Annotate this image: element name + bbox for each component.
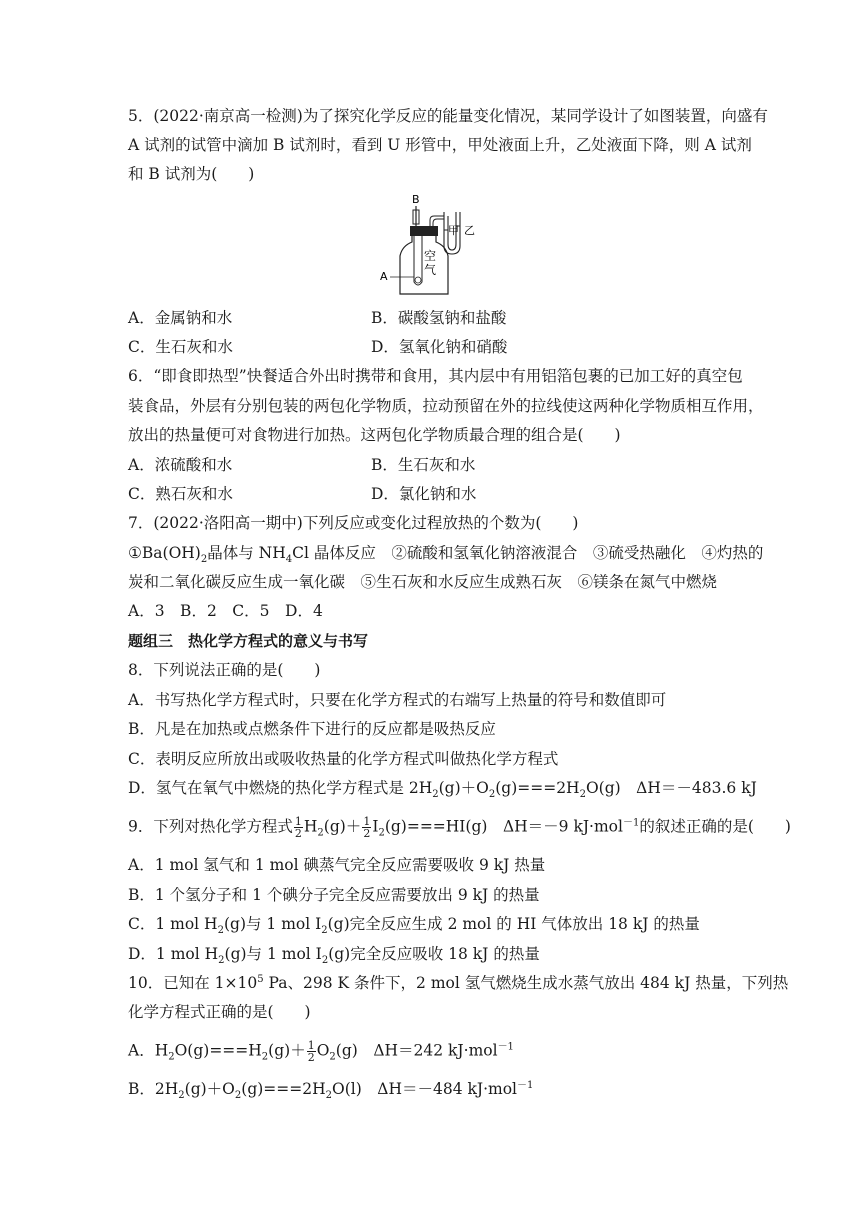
q6-stem-line3: 放出的热量便可对食物进行加热。这两包化学物质最合理的组合是( ): [128, 426, 621, 444]
q9-option-c: C．1 mol $H_2(g)$与 1 mol $I_2(g)$完全反应生成 2 mol 的 HI 气体放出 18 kJ 的热量: [128, 915, 700, 937]
q7-stem: 7．(2022·洛阳高一期中)下列反应或变化过程放热的个数为( ): [128, 514, 579, 532]
q5-option-d: D．氢氧化钠和硝酸: [371, 338, 508, 356]
q9-option-d: D．1 mol $H_2(g)$与 1 mol $I_2(g)$完全反应吸收 18 kJ 的热量: [128, 945, 540, 967]
q10-option-a: A．$H_2O(g)===H_2(g)+$ $\frac{1}{2}$ $O_2(g)$ ΔH＝242 kJ·mol$^{-1}$: [128, 1039, 514, 1064]
q10-stem-line1: 10．已知在 $1\times 10^5$ Pa、298 K 条件下，2 mol 氢气燃烧生成水蒸气放出 484 kJ 热量，下列热: [128, 973, 789, 992]
group3-title: 题组三 热化学方程式的意义与书写: [128, 632, 369, 650]
figure-label-a: A: [380, 270, 388, 283]
q7-items-line2: 炭和二氧化碳反应生成一氧化碳 ⑤生石灰和水反应生成熟石灰 ⑥镁条在氮气中燃烧: [128, 573, 718, 591]
q8-option-b: B．凡是在加热或点燃条件下进行的反应都是吸热反应: [128, 720, 496, 738]
q7-items-line1: $①Ba(OH)_2$晶体与 $NH_4Cl$ 晶体反应 ②硫酸和氢氧化钠溶液混合 ③硫受热融化 ④灼热的: [128, 544, 764, 566]
figure-label-yi: 乙: [464, 224, 475, 237]
q9-stem: 9．下列对热化学方程式 $\frac{1}{2}$ $H_2(g)+$ $\frac{1}{2}$ $I_2(g)===HI(g)$ ΔH＝－9 kJ·mol$^{-1}$的叙述正确的是( ): [128, 815, 791, 840]
q9-option-b: B．1 个氢分子和 1 个碘分子完全反应需要放出 9 kJ 的热量: [128, 886, 540, 904]
q6-option-c: C．熟石灰和水: [128, 485, 233, 503]
figure-label-qi: 气: [424, 263, 437, 277]
q10-fraction: $\frac{1}{2}$: [307, 1039, 315, 1064]
q10-stem-line2: 化学方程式正确的是( ): [128, 1003, 311, 1021]
apparatus-diagram: [380, 190, 490, 298]
q10-option-b: B．$2H_2(g)+O_2(g)===2H_2O(l)$ ΔH＝－484 kJ·mol$^{-1}$: [128, 1079, 534, 1102]
q9-fraction-2: $\frac{1}{2}$: [363, 815, 371, 840]
q6-option-d: D．氯化钠和水: [371, 485, 477, 503]
q5-option-a: A．金属钠和水: [128, 309, 233, 327]
q6-stem-line2: 装食品，外层有分别包装的两包化学物质，拉动预留在外的拉线使这两种化学物质相互作用，: [128, 397, 764, 415]
q5-option-b: B．碳酸氢钠和盐酸: [371, 309, 507, 327]
q9-fraction-1: $\frac{1}{2}$: [294, 815, 302, 840]
q6-stem-line1: 6．“即食即热型”快餐适合外出时携带和食用，其内层中有用铝箔包裹的已加工好的真空包: [128, 367, 743, 385]
figure-label-b: B: [412, 193, 420, 206]
figure-label-kong: 空: [424, 249, 437, 263]
q8-option-c: C．表明反应所放出或吸收热量的化学方程式叫做热化学方程式: [128, 750, 559, 768]
figure-label-jia: 甲: [448, 224, 459, 237]
q5-stem-line1: 5．(2022·南京高一检测)为了探究化学反应的能量变化情况，某同学设计了如图装置，向盛有: [128, 107, 768, 125]
q8-option-d: D．氢气在氧气中燃烧的热化学方程式是 $2H_2(g)+O_2(g)===2H_2O(g)$ ΔH＝－483.6 kJ: [128, 779, 757, 801]
q6-option-a: A．浓硫酸和水: [128, 456, 233, 474]
q8-stem: 8．下列说法正确的是( ): [128, 661, 321, 679]
q5-stem-line2: A 试剂的试管中滴加 B 试剂时，看到 U 形管中，甲处液面上升，乙处液面下降，则 A 试剂: [128, 136, 752, 154]
q7-options: A．3 B．2 C．5 D．4: [128, 602, 323, 620]
q8-option-a: A．书写热化学方程式时，只要在化学方程式的右端写上热量的符号和数值即可: [128, 691, 667, 709]
q5-stem-line3: 和 B 试剂为( ): [128, 165, 255, 183]
q6-option-b: B．生石灰和水: [371, 456, 476, 474]
q5-option-c: C．生石灰和水: [128, 338, 233, 356]
q9-option-a: A．1 mol 氢气和 1 mol 碘蒸气完全反应需要吸收 9 kJ 热量: [128, 856, 546, 874]
